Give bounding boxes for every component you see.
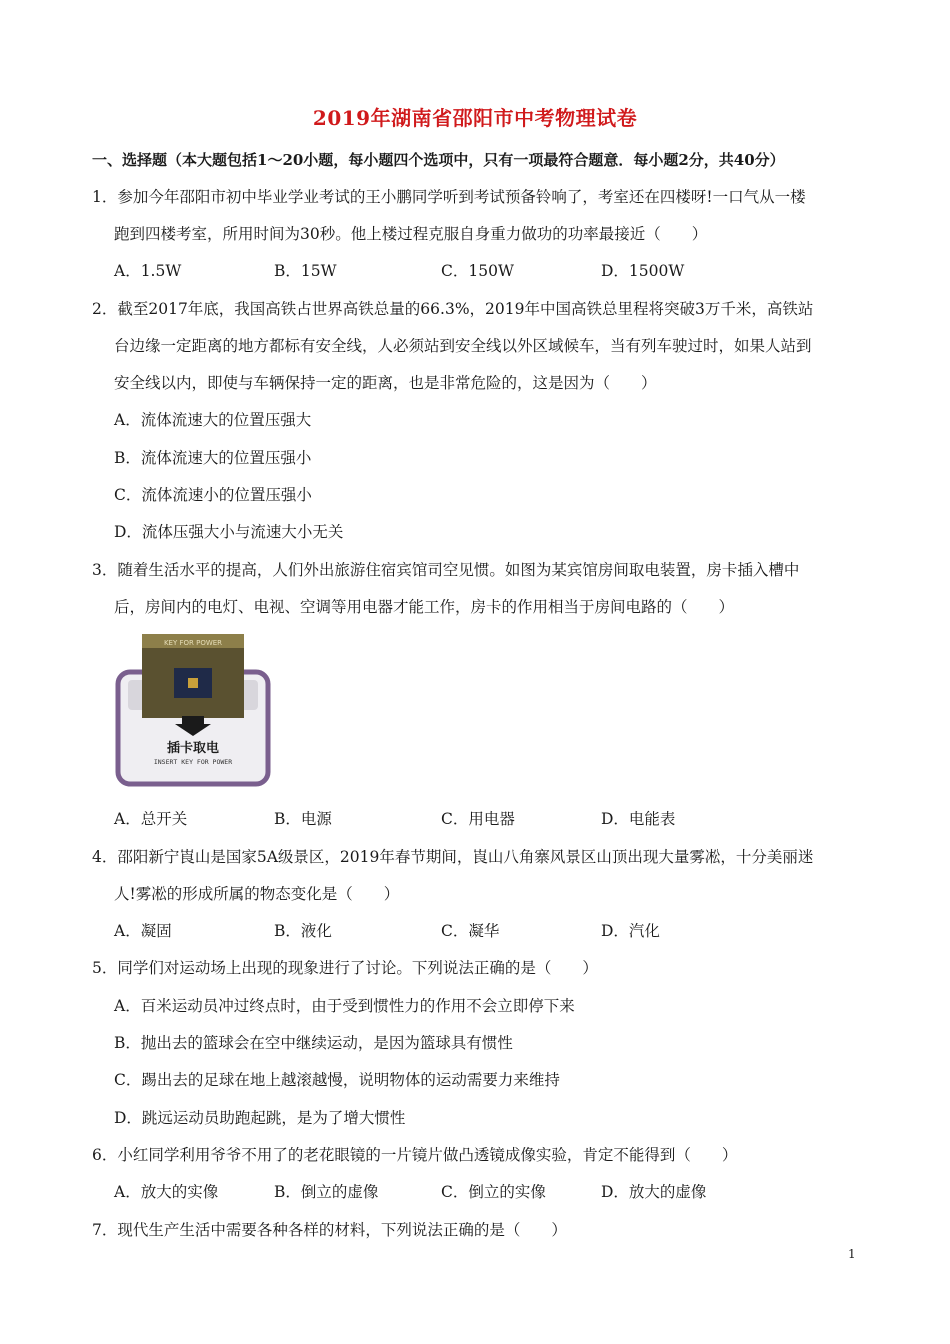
question-2-line-3: 安全线以内，即使与车辆保持一定的距离，也是非常危险的，这是因为（ ） [114, 374, 657, 392]
question-5-option-a: A．百米运动员冲过终点时，由于受到惯性力的作用不会立即停下来 [114, 997, 575, 1015]
option-d: D．1500W [601, 262, 685, 280]
question-1-line-2: 跑到四楼考室，所用时间为30秒。他上楼过程克服自身重力做功的功率最接近（ ） [114, 225, 708, 243]
option-a: A．放大的实像 [114, 1183, 219, 1201]
question-2-line-2: 台边缘一定距离的地方都标有安全线，人必须站到安全线以外区域候车，当有列车驶过时，如果人站到 [114, 337, 812, 355]
option-a: A．总开关 [114, 810, 188, 828]
option-c: C．凝华 [441, 922, 500, 940]
option-d: D．电能表 [601, 810, 676, 828]
option-b: B．15W [274, 262, 337, 280]
option-c: C．用电器 [441, 810, 515, 828]
option-a: A．1.5W [114, 262, 182, 280]
question-5-option-d: D．跳远运动员助跑起跳，是为了增大惯性 [114, 1109, 406, 1127]
question-2-option-a: A．流体流速大的位置压强大 [114, 411, 312, 429]
question-4-line-2: 人!雾凇的形成所属的物态变化是（ ） [114, 885, 400, 903]
page-title: 2019年湖南省邵阳市中考物理试卷 [312, 106, 638, 130]
section-heading: 一、选择题（本大题包括1～20小题，每小题四个选项中，只有一项最符合题意．每小题2分，共40分） [92, 151, 785, 169]
option-b: B．倒立的虚像 [274, 1183, 379, 1201]
option-c: C．150W [441, 262, 514, 280]
figure-label-cn: 插卡取电 [166, 741, 220, 756]
question-4-line-1: 4．邵阳新宁崀山是国家5A级景区，2019年春节期间，崀山八角寨风景区山顶出现大量雾凇，十分美丽迷 [92, 848, 814, 866]
question-2-line-1: 2．截至2017年底，我国高铁占世界高铁总量的66.3%，2019年中国高铁总里程将突破3万千米，高铁站 [92, 300, 814, 318]
question-2-option-d: D．流体压强大小与流速大小无关 [114, 523, 344, 541]
question-5-option-b: B．抛出去的篮球会在空中继续运动，是因为篮球具有惯性 [114, 1034, 513, 1052]
question-7-line-1: 7．现代生产生活中需要各种各样的材料，下列说法正确的是（ ） [92, 1221, 567, 1239]
option-d: D．放大的虚像 [601, 1183, 707, 1201]
option-a: A．凝固 [114, 922, 172, 940]
question-2-option-c: C．流体流速小的位置压强小 [114, 486, 312, 504]
page-number: 1 [848, 1247, 856, 1261]
question-2-option-b: B．流体流速大的位置压强小 [114, 449, 312, 467]
question-5-option-c: C．踢出去的足球在地上越滚越慢，说明物体的运动需要力来维持 [114, 1071, 560, 1089]
card-text: KEY FOR POWER [163, 639, 223, 647]
option-b: B．电源 [274, 810, 332, 828]
room-card-power-figure [114, 632, 274, 788]
question-6-line-1: 6．小红同学利用爷爷不用了的老花眼镜的一片镜片做凸透镜成像实验，肯定不能得到（ ） [92, 1146, 738, 1164]
question-5-line-1: 5．同学们对运动场上出现的现象进行了讨论。下列说法正确的是（ ） [92, 959, 598, 977]
option-c: C．倒立的实像 [441, 1183, 546, 1201]
question-1-line-1: 1．参加今年邵阳市初中毕业学业考试的王小鹏同学听到考试预备铃响了，考室还在四楼呀!一口气从一楼 [92, 188, 806, 206]
question-3-line-1: 3．随着生活水平的提高，人们外出旅游住宿宾馆司空见惯。如图为某宾馆房间取电装置，房卡插入槽中 [92, 561, 800, 579]
option-b: B．液化 [274, 922, 332, 940]
figure-label-en: INSERT KEY FOR POWER [153, 758, 233, 766]
question-3-line-2: 后，房间内的电灯、电视、空调等用电器才能工作，房卡的作用相当于房间电路的（ ） [114, 598, 735, 616]
option-d: D．汽化 [601, 922, 660, 940]
